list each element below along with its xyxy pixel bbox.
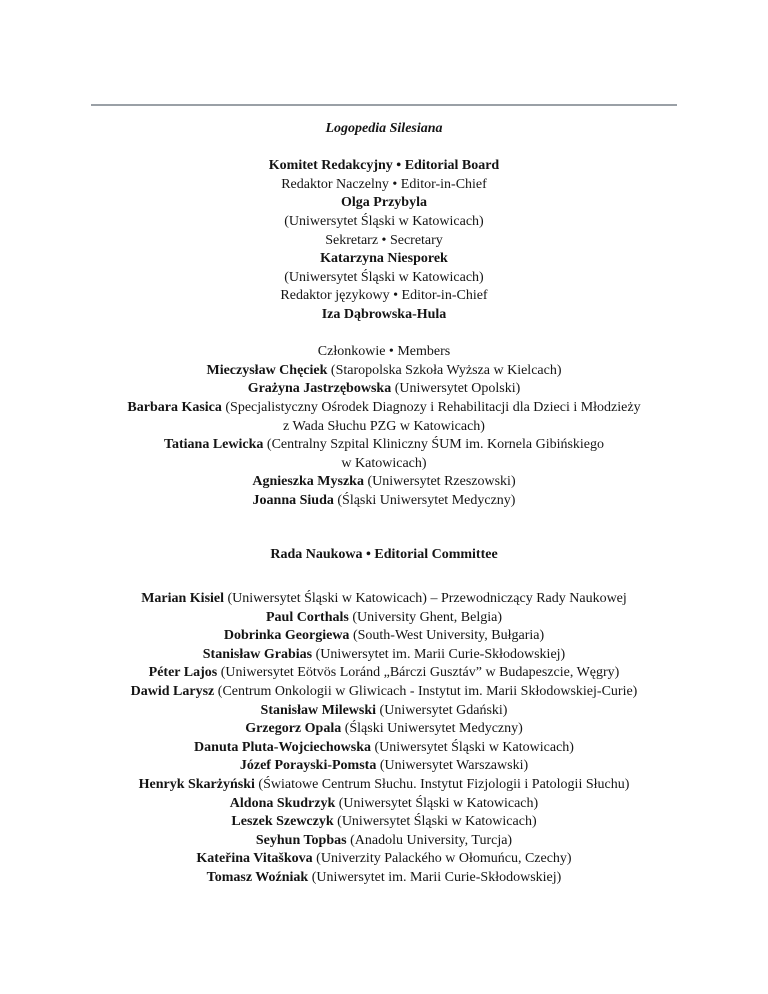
person-name: Joanna Siuda [252, 492, 334, 508]
document-content [80, 120, 688, 888]
person-name: Mieczysław Chęciek [206, 362, 328, 378]
person-affiliation: (Uniwersytet Śląski w Katowicach) [371, 739, 574, 755]
person-affiliation: (University Ghent, Belgia) [348, 609, 503, 625]
role-label: Redaktor Naczelny • Editor-in-Chief [281, 176, 487, 192]
person-entry [80, 813, 688, 832]
person-entry [80, 473, 688, 492]
person-name: Leszek Szewczyk [231, 814, 334, 830]
person-affiliation: (Specjalistyczny Ośrodek Diagnozy i Rehabilitacji dla Dzieci i Młodzieży [221, 399, 641, 415]
person-name: Grzegorz Opala [245, 721, 342, 737]
person-entry [80, 683, 688, 702]
person-name: Agnieszka Myszka [252, 474, 364, 490]
person-name: Iza Dąbrowska-Hula [321, 306, 447, 322]
person-affiliation: (Światowe Centrum Słuchu. Instytut Fizjologii i Patologii Słuchu) [254, 777, 630, 792]
person-name: Aldona Skudrzyk [229, 795, 336, 811]
person-name: Dobrinka Georgiewa [223, 628, 350, 644]
person-name: Kateřina Vitaškova [196, 851, 313, 867]
person-affiliation: (Staropolska Szkoła Wyższa w Kielcach) [327, 362, 562, 378]
person-entry [80, 776, 688, 795]
person-name: Józef Porayski-Pomsta [239, 758, 377, 774]
person-affiliation: (Centralny Szpital Kliniczny ŚUM im. Kornela Gibińskiego [263, 437, 605, 453]
person-affiliation: (Uniwersytet im. Marii Curie-Skłodowskiej) [312, 646, 566, 662]
person-name: Grażyna Jastrzębowska [247, 381, 392, 397]
editorial-board-heading: Komitet Redakcyjny • Editorial Board [268, 158, 500, 174]
person-name: Paul Corthals [265, 609, 349, 625]
person-affiliation: (Uniwersytet Rzeszowski) [363, 474, 516, 490]
person-affiliation: (Uniwersytet Śląski w Katowicach) [333, 814, 537, 830]
person-name: Henryk Skarżyński [138, 777, 255, 792]
person-affiliation: (Uniwersytet Śląski w Katowicach) [335, 795, 539, 811]
person-affiliation: (Centrum Onkologii w Gliwicach - Instytut im. Marii Skłodowskiej-Curie) [214, 684, 638, 700]
role-label: (Uniwersytet Śląski w Katowicach) [284, 269, 484, 285]
person-name: Seyhun Topbas [255, 832, 347, 848]
person-affiliation: (Anadolu University, Turcja) [346, 832, 513, 848]
person-affiliation: (Uniwersytet im. Marii Curie-Skłodowskiej) [308, 869, 562, 885]
person-name: Danuta Pluta-Wojciechowska [194, 739, 371, 755]
person-entry [80, 832, 688, 851]
person-name: Péter Lajos [148, 665, 218, 681]
person-entry [80, 492, 688, 511]
person-affiliation: (Uniwersytet Opolski) [391, 381, 521, 397]
person-affiliation: (Uniwersytet Śląski w Katowicach) – Przewodniczący Rady Naukowej [224, 591, 627, 607]
person-name: Stanisław Milewski [260, 702, 377, 718]
person-name: Katarzyna Niesporek [320, 251, 448, 267]
person-affiliation: (Uniwersytet Warszawski) [376, 758, 529, 774]
committee-heading: Rada Naukowa • Editorial Committee [270, 547, 498, 563]
top-divider [91, 104, 677, 106]
role-label: Sekretarz • Secretary [325, 232, 443, 248]
person-name: Marian Kisiel [141, 591, 225, 607]
person-affiliation: (Uniwersytet Eötvös Loránd „Bárczi Gusztáv” w Budapeszcie, Węgry) [217, 665, 620, 681]
person-affiliation: (Univerzity Palackého w Ołomuńcu, Czechy) [312, 851, 572, 867]
person-entry [80, 795, 688, 814]
person-entry [80, 609, 688, 628]
person-affiliation: (Śląski Uniwersytet Medyczny) [341, 721, 523, 737]
person-entry [80, 646, 688, 665]
person-entry [80, 436, 688, 473]
person-affiliation: w Katowicach) [341, 455, 427, 471]
person-entry [80, 590, 688, 609]
person-name: Olga Przybyla [341, 195, 427, 211]
person-affiliation: z Wada Słuchu PZG w Katowicach) [283, 418, 485, 434]
person-entry [80, 850, 688, 869]
editorial-board-list [80, 176, 688, 325]
person-name: Tatiana Lewicka [163, 437, 264, 453]
person-affiliation: (Uniwersytet Gdański) [376, 702, 508, 718]
person-entry [80, 380, 688, 399]
person-entry [80, 627, 688, 646]
person-entry [80, 399, 688, 436]
person-name: Stanisław Grabias [202, 646, 313, 662]
person-affiliation: (South-West University, Bułgaria) [349, 628, 545, 644]
journal-title: Logopedia Silesiana [325, 121, 443, 136]
person-name: Dawid Larysz [130, 684, 215, 700]
person-entry [80, 720, 688, 739]
person-entry [80, 739, 688, 758]
person-entry [80, 664, 688, 683]
person-name: Tomasz Woźniak [206, 869, 309, 885]
person-entry [80, 702, 688, 721]
person-entry [80, 869, 688, 888]
members-heading: Członkowie • Members [317, 344, 451, 360]
role-label: Redaktor językowy • Editor-in-Chief [280, 288, 488, 304]
person-entry [80, 362, 688, 381]
committee-list [80, 590, 688, 888]
person-entry [80, 757, 688, 776]
person-name: Barbara Kasica [127, 399, 222, 415]
person-affiliation: (Śląski Uniwersytet Medyczny) [333, 492, 516, 508]
role-label: (Uniwersytet Śląski w Katowicach) [284, 213, 484, 229]
members-list [80, 362, 688, 511]
